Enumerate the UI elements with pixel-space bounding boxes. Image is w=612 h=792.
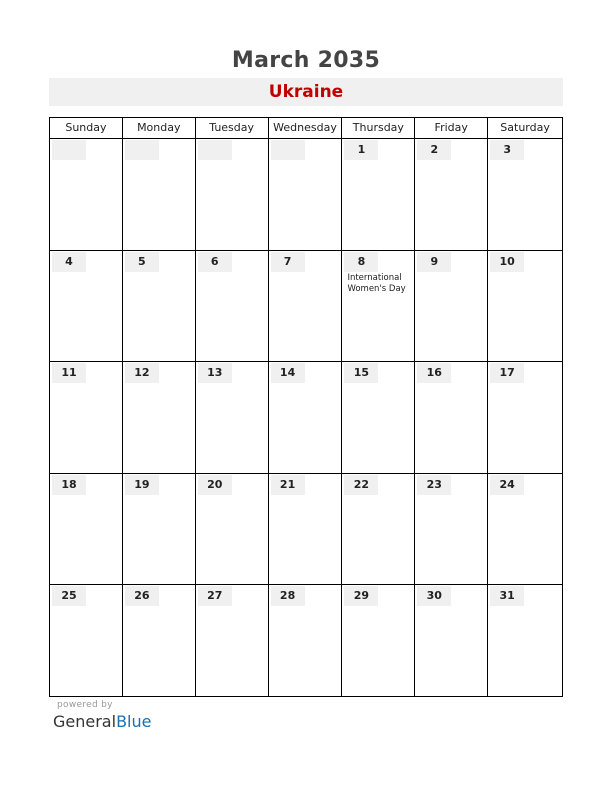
day-number: 27	[198, 586, 232, 606]
day-number	[271, 140, 305, 160]
week-row	[50, 362, 563, 474]
day-number: 24	[490, 475, 524, 495]
day-number: 13	[198, 363, 232, 383]
weekday-monday: Monday	[123, 118, 196, 139]
day-cell	[196, 362, 269, 474]
day-number: 11	[52, 363, 86, 383]
weekday-saturday: Saturday	[488, 118, 563, 139]
day-cell	[415, 251, 488, 363]
day-number: 16	[417, 363, 451, 383]
weekday-header-row	[50, 118, 563, 139]
day-number: 4	[52, 252, 86, 272]
brand-general: General	[53, 712, 117, 731]
day-number: 5	[125, 252, 159, 272]
day-cell	[269, 585, 343, 697]
day-cell	[342, 362, 415, 474]
weeks-container	[50, 139, 563, 697]
day-number	[52, 140, 86, 160]
day-cell	[488, 251, 563, 363]
week-row	[50, 585, 563, 697]
holiday-event: International Women's Day	[347, 272, 406, 294]
day-number: 10	[490, 252, 524, 272]
day-number	[198, 140, 232, 160]
day-cell	[196, 251, 269, 363]
day-number: 23	[417, 475, 451, 495]
day-cell	[342, 251, 415, 363]
day-number: 17	[490, 363, 524, 383]
day-cell	[50, 585, 123, 697]
day-number	[125, 140, 159, 160]
day-number: 31	[490, 586, 524, 606]
day-number: 19	[125, 475, 159, 495]
day-cell	[123, 139, 196, 251]
day-cell	[342, 139, 415, 251]
day-cell	[488, 139, 563, 251]
day-number: 28	[271, 586, 305, 606]
weekday-friday: Friday	[415, 118, 488, 139]
day-number: 6	[198, 252, 232, 272]
day-cell	[342, 585, 415, 697]
day-number: 7	[271, 252, 305, 272]
day-number: 21	[271, 475, 305, 495]
day-cell	[196, 474, 269, 586]
day-cell	[123, 474, 196, 586]
calendar-grid	[49, 117, 563, 697]
day-number: 1	[344, 140, 378, 160]
day-cell	[123, 251, 196, 363]
day-number: 12	[125, 363, 159, 383]
day-cell	[196, 585, 269, 697]
day-number: 3	[490, 140, 524, 160]
day-number: 26	[125, 586, 159, 606]
brand-blue: Blue	[116, 712, 152, 731]
day-number: 2	[417, 140, 451, 160]
day-number: 8	[344, 252, 378, 272]
country-name: Ukraine	[49, 78, 563, 106]
day-cell	[342, 474, 415, 586]
day-cell	[196, 139, 269, 251]
day-number: 25	[52, 586, 86, 606]
day-cell	[488, 585, 563, 697]
day-cell	[269, 139, 343, 251]
day-cell	[50, 139, 123, 251]
day-cell	[488, 474, 563, 586]
day-number: 9	[417, 252, 451, 272]
day-cell	[269, 251, 343, 363]
day-cell	[488, 362, 563, 474]
day-number: 29	[344, 586, 378, 606]
day-cell	[50, 362, 123, 474]
day-cell	[50, 474, 123, 586]
week-row	[50, 139, 563, 251]
day-cell	[50, 251, 123, 363]
day-number: 14	[271, 363, 305, 383]
brand-logo	[53, 712, 151, 731]
day-number: 22	[344, 475, 378, 495]
day-cell	[123, 585, 196, 697]
day-cell	[269, 362, 343, 474]
day-cell	[123, 362, 196, 474]
week-row	[50, 251, 563, 363]
day-number: 20	[198, 475, 232, 495]
day-cell	[415, 362, 488, 474]
day-number: 18	[52, 475, 86, 495]
day-cell	[415, 585, 488, 697]
weekday-thursday: Thursday	[342, 118, 415, 139]
powered-by-label: powered by	[57, 700, 113, 710]
day-cell	[415, 474, 488, 586]
day-number: 15	[344, 363, 378, 383]
weekday-tuesday: Tuesday	[196, 118, 269, 139]
weekday-wednesday: Wednesday	[269, 118, 343, 139]
weekday-sunday: Sunday	[50, 118, 123, 139]
day-cell	[415, 139, 488, 251]
calendar-title: March 2035	[231, 48, 381, 73]
day-cell	[269, 474, 343, 586]
day-number: 30	[417, 586, 451, 606]
week-row	[50, 474, 563, 586]
